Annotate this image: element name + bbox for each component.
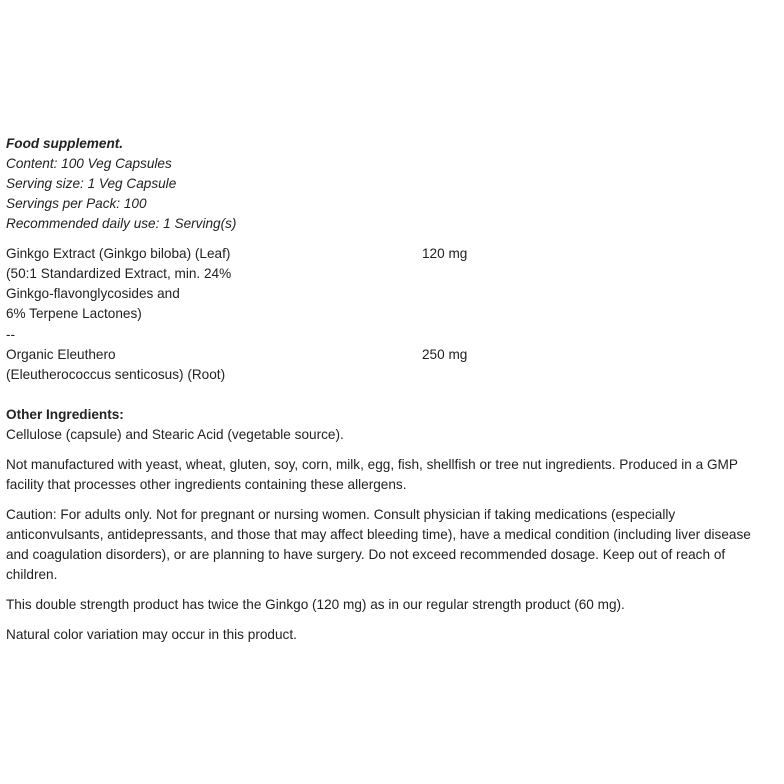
serving-size-line: Serving size: 1 Veg Capsule bbox=[6, 176, 177, 191]
ingredient-row bbox=[6, 345, 776, 385]
paragraph-line: Caution: For adults only. Not for pregnant or nursing women. Consult physician if taking medications (especially bbox=[6, 507, 676, 522]
other-ingredients-text: Cellulose (capsule) and Stearic Acid (vegetable source). bbox=[6, 427, 344, 442]
ingredient-amount: 120 mg bbox=[422, 246, 468, 261]
ingredient-name-line: Ginkgo-flavonglycosides and bbox=[6, 286, 180, 301]
paragraph-line: and coagulation disorders), or are planning to have surgery. Do not exceed recommended dosage. Keep out of reach of bbox=[6, 547, 726, 562]
strength-statement bbox=[6, 595, 776, 615]
ingredient-table bbox=[6, 244, 776, 385]
header-title: Food supplement. bbox=[6, 136, 124, 151]
caution-statement bbox=[6, 505, 776, 585]
other-ingredients-title: Other Ingredients: bbox=[6, 407, 124, 422]
other-ingredients bbox=[6, 405, 776, 445]
ingredient-name-line: (50:1 Standardized Extract, min. 24% bbox=[6, 266, 232, 281]
ingredient-row bbox=[6, 244, 776, 324]
ingredient-name bbox=[6, 244, 422, 324]
paragraph-line: This double strength product has twice the Ginkgo (120 mg) as in our regular strength product (60 mg). bbox=[6, 597, 625, 612]
ingredient-name-line: Ginkgo Extract (Ginkgo biloba) (Leaf) bbox=[6, 246, 231, 261]
paragraph-line: children. bbox=[6, 567, 58, 582]
servings-per-pack-line: Servings per Pack: 100 bbox=[6, 196, 147, 211]
ingredient-name-line: Organic Eleuthero bbox=[6, 347, 116, 362]
paragraph-line: Natural color variation may occur in this product. bbox=[6, 627, 297, 642]
paragraph-line: Not manufactured with yeast, wheat, gluten, soy, corn, milk, egg, fish, shellfish or tree nut ingredients. Produced in a GMP bbox=[6, 457, 738, 472]
product-description bbox=[6, 134, 776, 645]
color-variation-statement bbox=[6, 625, 776, 645]
ingredient-name bbox=[6, 345, 422, 385]
paragraph-line: anticonvulsants, antidepressants, and those that may affect bleeding time), have a medical condition (including liver disease bbox=[6, 527, 751, 542]
paragraph-line: facility that processes other ingredients containing these allergens. bbox=[6, 477, 407, 492]
supplement-header bbox=[6, 134, 776, 234]
ingredient-name-line: 6% Terpene Lactones) bbox=[6, 306, 142, 321]
recommended-use-line: Recommended daily use: 1 Serving(s) bbox=[6, 216, 237, 231]
allergen-statement bbox=[6, 455, 776, 495]
ingredient-amount: 250 mg bbox=[422, 347, 468, 362]
ingredient-separator: -- bbox=[6, 327, 16, 342]
ingredient-name-line: (Eleutherococcus senticosus) (Root) bbox=[6, 367, 226, 382]
content-line: Content: 100 Veg Capsules bbox=[6, 156, 172, 171]
